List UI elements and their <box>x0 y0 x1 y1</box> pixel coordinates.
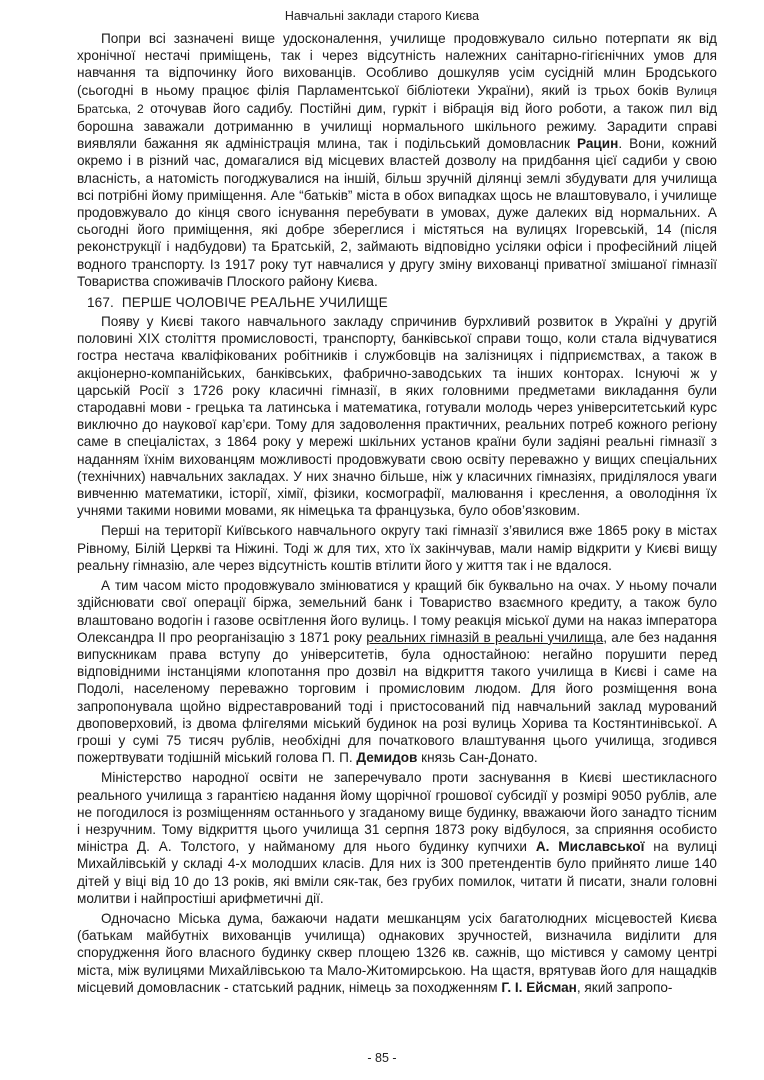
paragraph-2: Появу у Києві такого навчального закладу спричинив бурхливий розвиток в Україні у другій половині ХІХ століття промисловості, транспорту, банківської справи тощо, коли стала відчуватися гостра нестача кваліфікованих робітників і службовців на залізницях і підприємствах, а також в акціонерно-компанійських, банківських, фабрично-заводських та інших конторах. Існуючі ж у царській Росії з 1726 року класичні гімназії, в яких головними предметами викладання були стародавні мови - грецька та латинська і математика, готували молодь через університетський курс виключно до наукової кар’єри. Тому для задоволення практичних, реальних потреб кожного регіону саме в спеціалістах, з 1864 року у мережі шкільних установ країни були задіяні реальні гімназії з наданням їхнім вихованцям можливості продовжувати свою освіту переважно у вищих спеціальних (технічних) навчальних закладах. У них значно більше, ніж у класичних гімназіях, приділялося уваги вивченню математики, історії, хімії, фізики, космографії, малювання і креслення, а оволодіння їх учнями такими новими мовами, як німецька та французька, було обов’язковим. <box>77 314 717 519</box>
bold-name: Демидов <box>356 750 418 766</box>
underlined-phrase: реальних гімназій в реальні училища <box>366 629 604 645</box>
paragraph-5 <box>77 769 717 907</box>
bold-name: Рацин <box>576 136 619 152</box>
text-run: князь Сан-Донато. <box>417 750 538 766</box>
page-number: - 85 - <box>367 1051 397 1065</box>
text-run: , який запропо- <box>576 979 673 995</box>
bold-name: Г. І. Ейсман <box>501 979 577 995</box>
section-number: 167. <box>87 295 114 311</box>
bold-name: А. Миславської <box>535 839 645 855</box>
text-run: Попри всі зазначені вище удосконалення, училище продовжувало сильно потерпати як від хронічної нестачі приміщень, так і через відсутність належних санітарно-гігієнічних умов для навчання та відпочинку його вихованців. Особливо дошкуляв усім сусідній млин Бродського (сьогодні в ньому працює філія Парламентської бібліотеки України), який із трьох боків <box>77 31 717 98</box>
text-run: , але без надання випускникам права вступу до університетів, була одностайною: негайно порушити перед відповідними інстанціями клопотання про дозвіл на відкриття такого училища в Києві і саме на Подолі, населеному переважно торговим і промисловим людом. Для його розміщення вона запропонувала щойно відреставрований тоді і пристосований під навчальний заклад мурований двоповерховий, із двома флігелями міський будинок на розі вулиць Хорива та Костянтинівської. А гроші у сумі 75 тисяч рублів, необхідні для початкового влаштування цього училища, згодився пожертвувати тодішній міський голова П. П. <box>77 629 717 766</box>
page-body <box>77 30 717 997</box>
running-header: Навчальні заклади старого Києва <box>284 9 480 23</box>
street-note: Вулиця Братська, 2 <box>77 83 717 116</box>
text-run: оточував його садибу. Постійні дим, гуркіт і вібрація від його роботи, а також пил від борошна заважали дотриманню в училищі нормального шкільного режиму. Зарадити справі виявляли бажання як адміністрація млина, так і подільський домовласник <box>77 100 717 152</box>
section-heading <box>87 294 717 311</box>
paragraph-6 <box>77 910 717 996</box>
paragraph-1 <box>77 30 717 290</box>
section-title: ПЕРШЕ ЧОЛОВІЧЕ РЕАЛЬНЕ УЧИЛИЩЕ <box>121 295 388 311</box>
text-run: . Вони, кожний окремо і в різний час, домагалися від місцевих властей дозволу на придбання цієї садиби у свою власність, а натомість погоджувалися на іншій, більш зручній ділянці землі збудувати для училища всі потрібні йому приміщення. Але “батьків” міста в обох випадках щось не влаштовувало, і училище продовжувало до кінця свого існування перебувати в умовах, дуже далеких від нормальних. А сьогодні його приміщення, які добре збереглися і містяться на вулицях Ігоревській, 14 (після реконструкції і надбудови) та Братській, 2, займають відповідно усіляки офіси і професійний ліцей водного транспорту. Із 1917 року тут навчалися у другу зміну вихованці приватної змішаної гімназії Товариства споживачів Плоского району Києва. <box>77 136 717 289</box>
paragraph-4 <box>77 577 717 766</box>
paragraph-3: Перші на території Київського навчального округу такі гімназії з’явилися вже 1865 року в містах Рівному, Білій Церкві та Ніжині. Тоді ж для тих, хто їх закінчував, мали намір відкрити у Києві вищу реальну гімназію, але через відсутність коштів втілити його у життя так і не вдалося. <box>77 523 717 573</box>
text-run: на вулиці Михайлівській у складі 4-х молодших класів. Для них із 300 претендентів було прийнято лише 140 дітей у віці від 10 до 13 років, які вміли сяк-так, без грубих помилок, читати й писати, знали головні молитви і найпростіші арифметичні дії. <box>77 839 717 906</box>
text-run: Міністерство народної освіти не заперечувало проти заснування в Києві шестикласного реального училища з гарантією надання йому щорічної грошової субсидії у розмірі 9050 рублів, але не погодилося із розміщенням останнього у згаданому вище будинку, вважаючи його занадто тісним і незручним. Тому відкриття цього училища 31 серпня 1873 року відбулося, за сприяння особисто міністра Д. А. Толстого, у найманому для нього будинку купчихи <box>77 770 717 855</box>
text-run: А тим часом місто продовжувало змінюватися у кращий бік буквально на очах. У ньому почали здійснювати свої операції біржа, земельний банк і Товариство взаємного кредиту, а також було влаштовано водогін і газове освітлення його вулиць. І тому реакція міської думи на наказ імператора Олександра ІІ про реорганізацію з 1871 року <box>77 578 717 645</box>
text-run: Одночасно Міська дума, бажаючи надати мешканцям усіх багатолюдних місцевостей Києва (батькам майбутніх вихованців училища) однакових зручностей, визначила виділити для спорудження його власного будинку сквер площею 1326 кв. сажнів, що містився у самому центрі міста, між вулицями Михайлівською та Мало-Житомирською. На щастя, врятував його для нащадків місцевий домовласник - статський радник, німець за походженням <box>77 910 717 995</box>
